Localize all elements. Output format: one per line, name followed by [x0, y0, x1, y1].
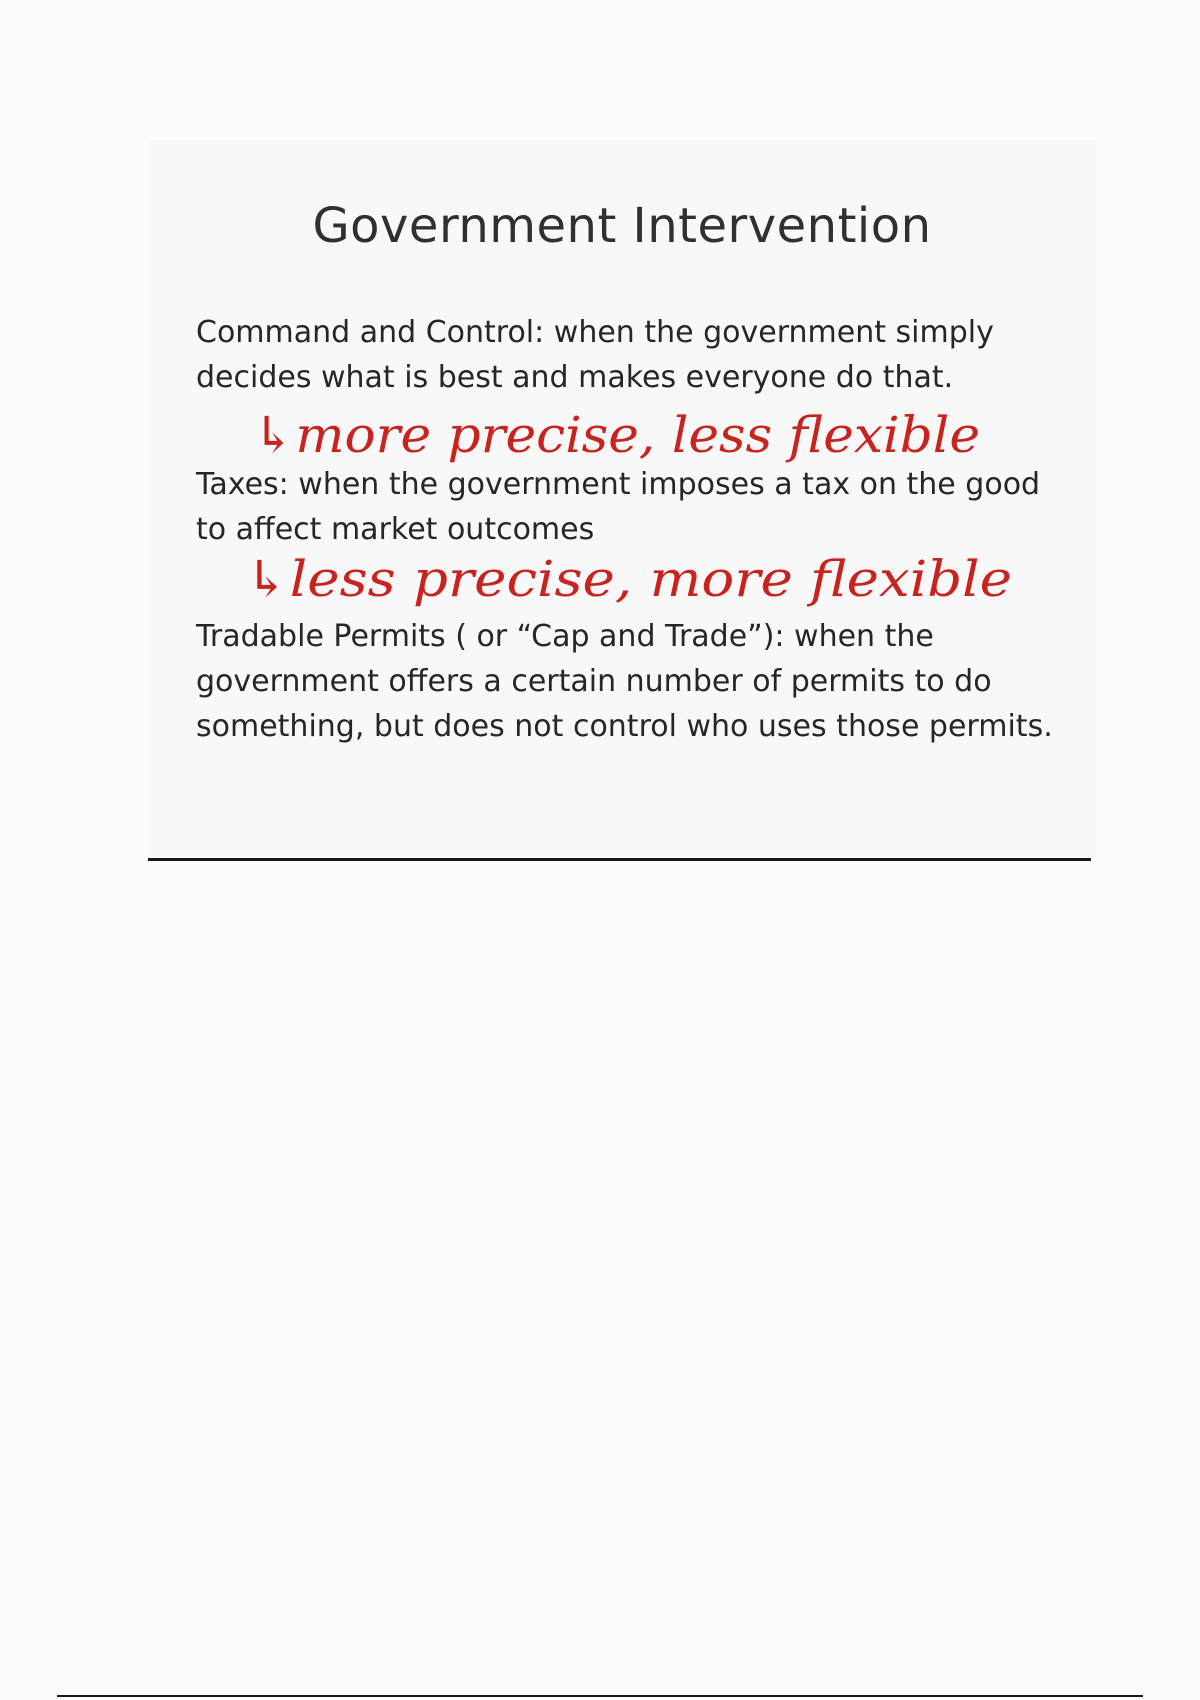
- slide-title: Government Intervention: [312, 198, 932, 254]
- page-bottom-divider: [57, 1695, 1143, 1697]
- slide-bottom-divider: [148, 858, 1091, 861]
- slide: [148, 140, 1096, 856]
- paragraph-command-and-control: Command and Control: when the government simply decides what is best and makes everyone do that.: [196, 315, 994, 395]
- paragraph-tradable-permits: Tradable Permits ( or “Cap and Trade”): when the government offers a certain number of permits to do something, but does not control who uses those permits.: [196, 619, 1053, 744]
- handwritten-note-1: ↳more precise, less flexible: [252, 406, 980, 464]
- handwritten-note-2: ↳less precise, more flexible: [244, 550, 1012, 608]
- paragraph-taxes: Taxes: when the government imposes a tax on the good to affect market outcomes: [196, 467, 1041, 547]
